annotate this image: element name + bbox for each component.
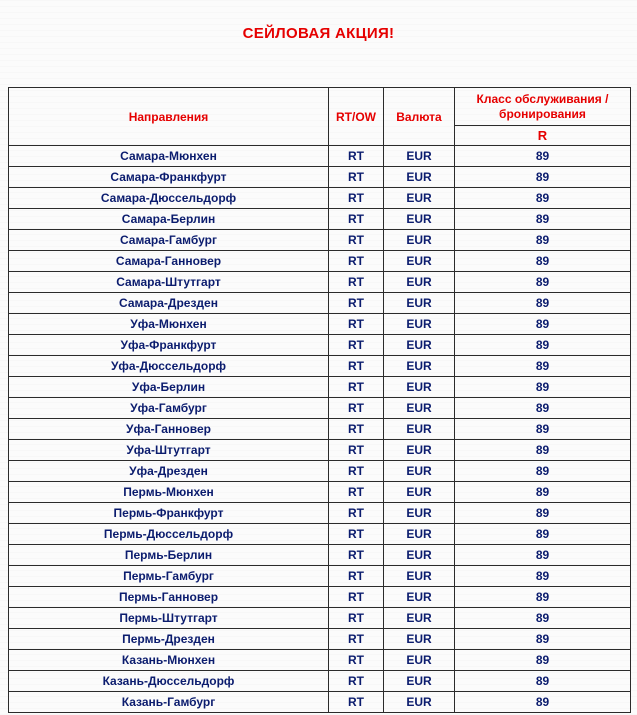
- cell-rt-ow: RT: [329, 587, 384, 608]
- cell-currency: EUR: [384, 503, 455, 524]
- cell-price: 89: [455, 419, 631, 440]
- page-title: СЕЙЛОВАЯ АКЦИЯ!: [242, 25, 395, 42]
- table-row: [9, 587, 631, 608]
- cell-price: 89: [455, 566, 631, 587]
- table-row: [9, 482, 631, 503]
- table-body: [9, 146, 631, 713]
- table-row: [9, 356, 631, 377]
- cell-currency: EUR: [384, 545, 455, 566]
- cell-rt-ow: RT: [329, 356, 384, 377]
- cell-rt-ow: RT: [329, 608, 384, 629]
- cell-price: 89: [455, 650, 631, 671]
- cell-rt-ow: RT: [329, 524, 384, 545]
- cell-price: 89: [455, 188, 631, 209]
- cell-rt-ow: RT: [329, 398, 384, 419]
- cell-rt-ow: RT: [329, 230, 384, 251]
- cell-rt-ow: RT: [329, 629, 384, 650]
- cell-price: 89: [455, 503, 631, 524]
- cell-rt-ow: RT: [329, 209, 384, 230]
- cell-price: 89: [455, 293, 631, 314]
- cell-rt-ow: RT: [329, 482, 384, 503]
- cell-direction: Пермь-Франкфурт: [9, 503, 329, 524]
- cell-rt-ow: RT: [329, 251, 384, 272]
- cell-direction: Казань-Дюссельдорф: [9, 671, 329, 692]
- cell-currency: EUR: [384, 440, 455, 461]
- cell-rt-ow: RT: [329, 440, 384, 461]
- cell-currency: EUR: [384, 356, 455, 377]
- cell-direction: Самара-Франкфурт: [9, 167, 329, 188]
- table-row: [9, 251, 631, 272]
- table-row: [9, 545, 631, 566]
- cell-rt-ow: RT: [329, 146, 384, 167]
- cell-currency: EUR: [384, 293, 455, 314]
- header-class-line2: бронирования: [499, 106, 586, 121]
- cell-price: 89: [455, 482, 631, 503]
- header-rt-ow: RT/OW: [329, 88, 384, 146]
- cell-direction: Пермь-Дюссельдорф: [9, 524, 329, 545]
- table-row: [9, 293, 631, 314]
- cell-currency: EUR: [384, 209, 455, 230]
- cell-price: 89: [455, 587, 631, 608]
- table-row: [9, 314, 631, 335]
- cell-price: 89: [455, 524, 631, 545]
- cell-rt-ow: RT: [329, 692, 384, 713]
- table-row: [9, 419, 631, 440]
- cell-direction: Уфа-Берлин: [9, 377, 329, 398]
- cell-currency: EUR: [384, 272, 455, 293]
- table-row: [9, 503, 631, 524]
- table-row: [9, 692, 631, 713]
- table-row: [9, 167, 631, 188]
- cell-direction: Уфа-Ганновер: [9, 419, 329, 440]
- cell-price: 89: [455, 314, 631, 335]
- cell-currency: EUR: [384, 188, 455, 209]
- table-row: [9, 524, 631, 545]
- cell-direction: Пермь-Берлин: [9, 545, 329, 566]
- cell-price: 89: [455, 629, 631, 650]
- cell-price: 89: [455, 440, 631, 461]
- cell-rt-ow: RT: [329, 503, 384, 524]
- cell-currency: EUR: [384, 524, 455, 545]
- cell-currency: EUR: [384, 650, 455, 671]
- table-row: [9, 461, 631, 482]
- cell-price: 89: [455, 230, 631, 251]
- cell-currency: EUR: [384, 482, 455, 503]
- cell-price: 89: [455, 272, 631, 293]
- cell-price: 89: [455, 692, 631, 713]
- cell-rt-ow: RT: [329, 671, 384, 692]
- cell-rt-ow: RT: [329, 293, 384, 314]
- cell-price: 89: [455, 146, 631, 167]
- cell-price: 89: [455, 167, 631, 188]
- table-row: [9, 335, 631, 356]
- table-header: [9, 88, 631, 146]
- table-row: [9, 230, 631, 251]
- cell-direction: Пермь-Дрезден: [9, 629, 329, 650]
- cell-direction: Казань-Мюнхен: [9, 650, 329, 671]
- table-row: [9, 272, 631, 293]
- cell-currency: EUR: [384, 398, 455, 419]
- cell-direction: Пермь-Штутгарт: [9, 608, 329, 629]
- cell-currency: EUR: [384, 629, 455, 650]
- table-row: [9, 440, 631, 461]
- cell-direction: Уфа-Дюссельдорф: [9, 356, 329, 377]
- cell-currency: EUR: [384, 230, 455, 251]
- cell-currency: EUR: [384, 692, 455, 713]
- cell-rt-ow: RT: [329, 314, 384, 335]
- cell-direction: Самара-Штутгарт: [9, 272, 329, 293]
- cell-price: 89: [455, 251, 631, 272]
- cell-direction: Самара-Ганновер: [9, 251, 329, 272]
- header-class-line1: Класс обслуживания /: [476, 91, 609, 106]
- cell-direction: Самара-Гамбург: [9, 230, 329, 251]
- cell-rt-ow: RT: [329, 461, 384, 482]
- cell-price: 89: [455, 608, 631, 629]
- cell-direction: Уфа-Дрезден: [9, 461, 329, 482]
- cell-price: 89: [455, 671, 631, 692]
- cell-price: 89: [455, 356, 631, 377]
- fares-table: [8, 87, 631, 713]
- cell-direction: Пермь-Ганновер: [9, 587, 329, 608]
- cell-rt-ow: RT: [329, 377, 384, 398]
- cell-direction: Пермь-Гамбург: [9, 566, 329, 587]
- cell-rt-ow: RT: [329, 272, 384, 293]
- cell-currency: EUR: [384, 146, 455, 167]
- cell-rt-ow: RT: [329, 566, 384, 587]
- header-class: [455, 88, 631, 126]
- cell-price: 89: [455, 461, 631, 482]
- cell-price: 89: [455, 209, 631, 230]
- cell-currency: EUR: [384, 377, 455, 398]
- cell-direction: Самара-Берлин: [9, 209, 329, 230]
- cell-price: 89: [455, 377, 631, 398]
- cell-direction: Уфа-Штутгарт: [9, 440, 329, 461]
- cell-currency: EUR: [384, 167, 455, 188]
- cell-price: 89: [455, 398, 631, 419]
- cell-currency: EUR: [384, 608, 455, 629]
- cell-rt-ow: RT: [329, 419, 384, 440]
- cell-direction: Пермь-Мюнхен: [9, 482, 329, 503]
- table-row: [9, 650, 631, 671]
- cell-rt-ow: RT: [329, 545, 384, 566]
- cell-direction: Самара-Мюнхен: [9, 146, 329, 167]
- cell-direction: Самара-Дюссельдорф: [9, 188, 329, 209]
- cell-rt-ow: RT: [329, 650, 384, 671]
- cell-direction: Уфа-Мюнхен: [9, 314, 329, 335]
- table-row: [9, 188, 631, 209]
- cell-direction: Уфа-Гамбург: [9, 398, 329, 419]
- table-row: [9, 398, 631, 419]
- table-row: [9, 629, 631, 650]
- table-row: [9, 209, 631, 230]
- cell-price: 89: [455, 335, 631, 356]
- table-row: [9, 566, 631, 587]
- cell-direction: Самара-Дрезден: [9, 293, 329, 314]
- cell-currency: EUR: [384, 671, 455, 692]
- cell-rt-ow: RT: [329, 335, 384, 356]
- cell-currency: EUR: [384, 587, 455, 608]
- table-row: [9, 146, 631, 167]
- cell-direction: Казань-Гамбург: [9, 692, 329, 713]
- cell-currency: EUR: [384, 335, 455, 356]
- header-class-code: R: [455, 126, 631, 146]
- header-currency: Валюта: [384, 88, 455, 146]
- cell-currency: EUR: [384, 419, 455, 440]
- cell-rt-ow: RT: [329, 167, 384, 188]
- cell-direction: Уфа-Франкфурт: [9, 335, 329, 356]
- table-row: [9, 377, 631, 398]
- cell-currency: EUR: [384, 566, 455, 587]
- cell-rt-ow: RT: [329, 188, 384, 209]
- table-row: [9, 671, 631, 692]
- header-direction: Направления: [9, 88, 329, 146]
- cell-currency: EUR: [384, 314, 455, 335]
- table-row: [9, 608, 631, 629]
- cell-price: 89: [455, 545, 631, 566]
- cell-currency: EUR: [384, 461, 455, 482]
- cell-currency: EUR: [384, 251, 455, 272]
